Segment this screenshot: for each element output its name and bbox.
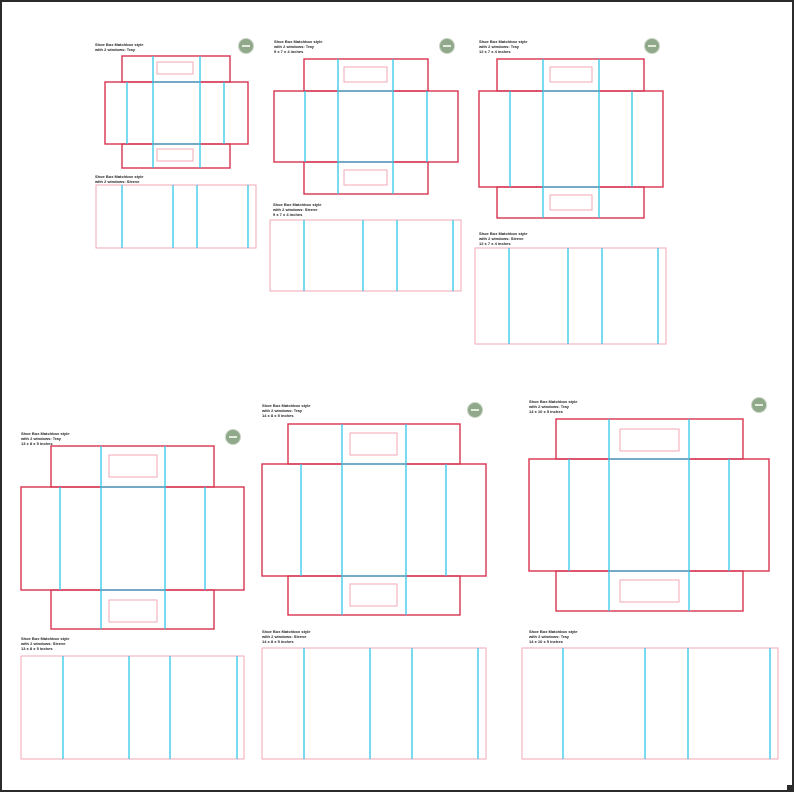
brand-logo-icon [439, 38, 455, 54]
sleeve-3-outline [475, 248, 666, 344]
label-sleeve-1: Shoe Box Matchbox style with 2 windows: Sleeve [95, 174, 144, 184]
label-tray-2: Shoe Box Matchbox style with 2 windows: Tray 9 x 7 x 4 inches [274, 39, 323, 54]
tray-2-window [344, 67, 387, 82]
tray-4-window [109, 455, 157, 477]
label-tray-4: Shoe Box Matchbox style with 2 windows: Tray 13 x 8 x 5 inches [21, 431, 70, 446]
tray-5-bottom-flap [288, 576, 460, 615]
tray-5-top-flap [288, 424, 460, 464]
tray-1-bottom-flap [122, 144, 230, 168]
tray-1-window [157, 62, 193, 74]
tray-4-top-flap [51, 446, 214, 487]
tray-4-body [21, 487, 244, 590]
tray-6-window [620, 429, 679, 451]
label-sleeve-2: Shoe Box Matchbox style with 2 windows: Sleeve 9 x 7 x 4 inches [273, 202, 322, 217]
tray-2-top-flap [304, 59, 428, 91]
tray-5-body [262, 464, 486, 576]
label-sleeve-5: Shoe Box Matchbox style with 2 windows: Sleeve 14 x 8 x 5 inches [262, 629, 311, 644]
tray-5-window [350, 584, 397, 606]
label-sleeve-6: Shoe Box Matchbox style with 2 windows: Tray 14 x 10 x 5 inches [529, 629, 578, 644]
sleeve-2-outline [270, 220, 461, 291]
sleeve-5-outline [262, 648, 486, 759]
label-tray-1: Shoe Box Matchbox style with 2 windows: Tray [95, 42, 144, 52]
label-sleeve-4: Shoe Box Matchbox style with 2 windows: Sleeve 13 x 8 x 5 inches [21, 636, 70, 651]
tray-2-window [344, 170, 387, 185]
tray-6-body [529, 459, 769, 571]
tray-6-top-flap [556, 419, 743, 459]
tray-2-body [274, 91, 458, 162]
tray-3-window [550, 67, 592, 82]
sleeve-4-outline [21, 656, 244, 759]
tray-3-window [550, 195, 592, 210]
tray-3-body [479, 91, 663, 187]
label-sleeve-3: Shoe Box Matchbox style with 2 windows: Sleeve 12 x 7 x 4 inches [479, 231, 528, 246]
brand-logo-icon [467, 402, 483, 418]
tray-3-bottom-flap [497, 187, 644, 218]
brand-logo-icon [751, 397, 767, 413]
brand-logo-icon [225, 429, 241, 445]
tray-6-bottom-flap [556, 571, 743, 611]
label-tray-3: Shoe Box Matchbox style with 2 windows: Tray 12 x 7 x 4 inches [479, 39, 528, 54]
label-tray-5: Shoe Box Matchbox style with 2 windows: Tray 14 x 8 x 5 inches [262, 403, 311, 418]
label-tray-6: Shoe Box Matchbox style with 2 windows: Tray 14 x 10 x 5 inches [529, 399, 578, 414]
sleeve-6-outline [522, 648, 778, 759]
tray-4-window [109, 600, 157, 622]
tray-1-top-flap [122, 56, 230, 82]
tray-4-bottom-flap [51, 590, 214, 629]
tray-6-window [620, 580, 679, 602]
tray-2-bottom-flap [304, 162, 428, 194]
tray-1-window [157, 149, 193, 161]
brand-logo-icon [238, 38, 254, 54]
sleeve-1-outline [96, 185, 256, 248]
tray-5-window [350, 433, 397, 455]
tray-3-top-flap [497, 59, 644, 91]
dielines-canvas [2, 2, 794, 794]
brand-logo-icon [644, 38, 660, 54]
